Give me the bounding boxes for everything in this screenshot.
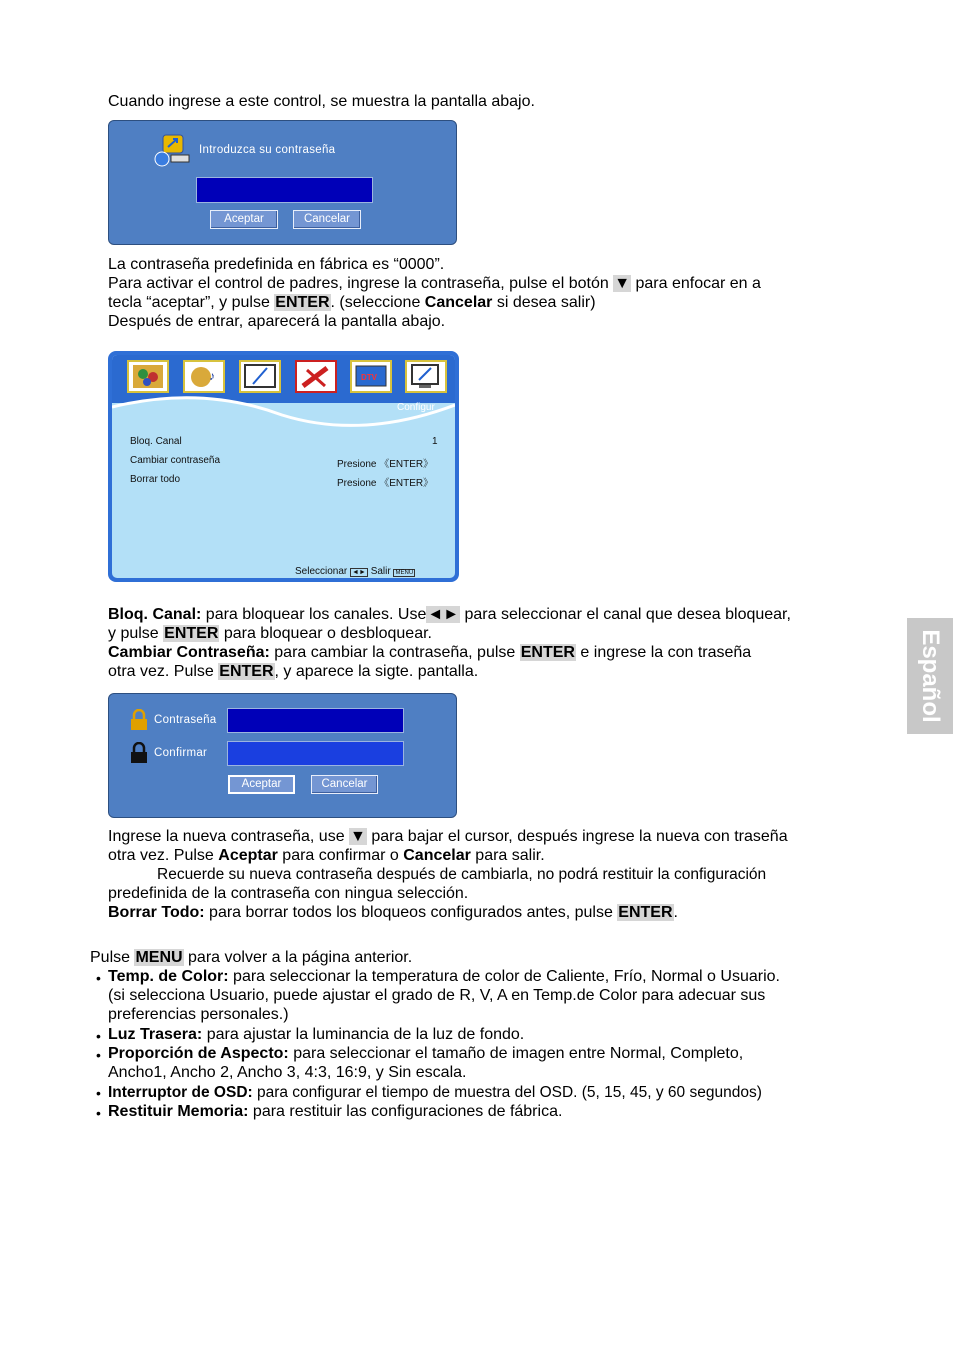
language-tab <box>907 618 953 734</box>
intro-text: Cuando ingrese a este control, se muestra la pantalla abajo. <box>108 93 535 110</box>
bullet-icon: • <box>96 1047 101 1063</box>
sound-menu-icon[interactable] <box>183 360 225 393</box>
default-password-text: La contraseña predefinida en fábrica es “0000”. <box>108 256 445 273</box>
confirm-label: Confirmar <box>154 747 208 759</box>
accept-button[interactable]: Aceptar <box>210 210 278 229</box>
lock-closed-icon <box>129 742 149 764</box>
bullet-temp-cont: (si selecciona Usuario, puede ajustar el grado de R, V, A en Temp.de Color para adecuar sus <box>108 987 766 1004</box>
parental-text-line: Para activar el control de padres, ingrese la contraseña, pulse el botón ▼ para enfocar en a <box>108 275 761 292</box>
cancel-button[interactable]: Cancelar <box>311 775 378 794</box>
bloq-canal-text: y pulse ENTER para bloquear o desbloquear. <box>108 625 432 642</box>
bullet-proporcion: Proporción de Aspecto: para seleccionar el tamaño de imagen entre Normal, Completo, <box>108 1045 744 1062</box>
bullet-temp-cont: preferencias personales.) <box>108 1006 289 1023</box>
new-password-text: otra vez. Pulse Aceptar para confirmar o Cancelar para salir. <box>108 847 545 864</box>
dialog-title: Introduzca su contraseña <box>199 144 336 156</box>
accept-button[interactable]: Aceptar <box>228 775 295 794</box>
picture-menu-icon[interactable] <box>127 360 169 393</box>
bullet-luz: Luz Trasera: para ajustar la luminancia de la luz de fondo. <box>108 1026 525 1043</box>
menu-footer: Seleccionar ◄► Salir MENU <box>295 566 414 577</box>
pc-menu-icon[interactable] <box>405 360 447 393</box>
osd-menu <box>108 351 459 582</box>
svg-text:♪: ♪ <box>209 369 215 383</box>
bullet-temp: Temp. de Color: para seleccionar la temperatura de color de Caliente, Frío, Normal o Usuario. <box>108 968 780 985</box>
menu-row-label[interactable]: Borrar todo <box>130 474 181 485</box>
user-key-icon <box>153 133 191 167</box>
left-right-icon: ◄► <box>352 569 366 576</box>
dtv-menu-icon[interactable] <box>350 360 392 393</box>
borrar-todo-text: Borrar Todo: para borrar todos los bloqueos configurados antes, pulse ENTER. <box>108 904 678 921</box>
tv-menu-icon[interactable] <box>239 360 281 393</box>
menu-back-text: Pulse MENU para volver a la página anterior. <box>90 949 413 966</box>
bullet-osd: Interruptor de OSD: para configurar el tiempo de muestra del OSD. (5, 15, 45, y 60 segundos) <box>108 1084 762 1101</box>
bullet-icon: • <box>96 1105 101 1121</box>
new-password-text: Ingrese la nueva contraseña, use ▼ para bajar el cursor, después ingrese la nueva con traseña <box>108 828 788 845</box>
password-label: Contraseña <box>154 714 217 726</box>
menu-row-label[interactable]: Cambiar contraseña <box>130 455 221 466</box>
lock-open-icon <box>129 709 149 731</box>
cambiar-text: otra vez. Pulse ENTER, y aparece la sigte. pantalla. <box>108 663 479 680</box>
menu-row-value: Presione 《ENTER》 <box>337 478 434 489</box>
bullet-icon: • <box>96 1085 101 1101</box>
menu-key-icon: MENU <box>395 570 414 576</box>
bullet-proporcion-cont: Ancho1, Ancho 2, Ancho 3, 4:3, 16:9, y Sin escala. <box>108 1064 467 1081</box>
parental-text-line: tecla “aceptar”, y pulse ENTER. (seleccione Cancelar si desea salir) <box>108 294 596 311</box>
menu-row-label[interactable]: Bloq. Canal <box>130 436 182 447</box>
remember-note: predefinida de la contraseña con ningua selección. <box>108 885 469 902</box>
svg-text:DTV: DTV <box>361 373 377 382</box>
bullet-icon: • <box>96 1028 101 1044</box>
cambiar-text: Cambiar Contraseña: para cambiar la contraseña, pulse ENTER e ingrese la con traseña <box>108 644 752 661</box>
menu-row-value: Presione 《ENTER》 <box>337 459 434 470</box>
new-password-input[interactable] <box>227 708 404 733</box>
confirm-password-input[interactable] <box>227 741 404 766</box>
section-label: Configur <box>397 402 435 413</box>
password-dialog <box>108 120 457 245</box>
menu-row-value: 1 <box>432 436 438 447</box>
remember-note: Recuerde su nueva contraseña después de cambiarla, no podrá restituir la configuración <box>157 866 767 883</box>
bullet-restituir: Restituir Memoria: para restituir las configuraciones de fábrica. <box>108 1103 563 1120</box>
password-input[interactable] <box>196 177 373 203</box>
bullet-icon: • <box>96 970 101 986</box>
language-tab-label: Español <box>917 629 944 723</box>
cancel-button[interactable]: Cancelar <box>293 210 361 229</box>
after-enter-text: Después de entrar, aparecerá la pantalla abajo. <box>108 313 446 330</box>
setup-menu-icon[interactable] <box>295 360 337 393</box>
bloq-canal-text: Bloq. Canal: para bloquear los canales. Use◄► para seleccionar el canal que desea bloquear, <box>108 606 791 623</box>
change-password-dialog <box>108 693 457 818</box>
